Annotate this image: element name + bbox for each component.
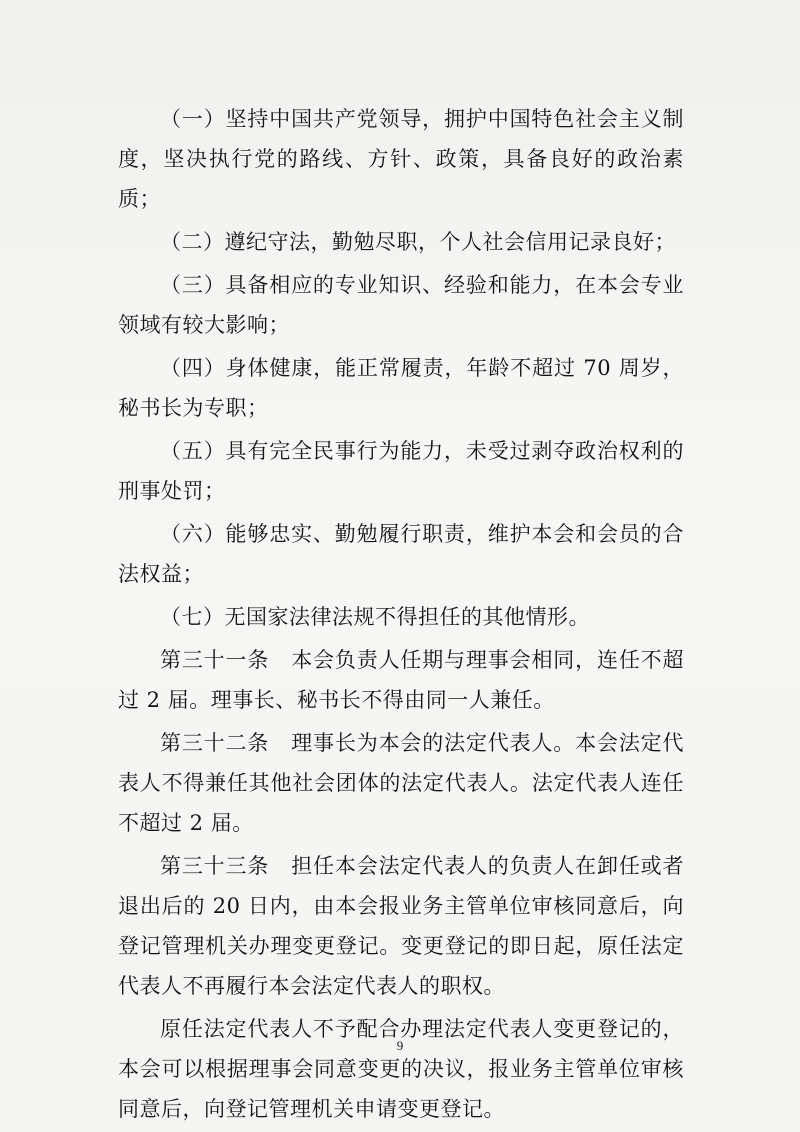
article-33 bbox=[118, 846, 684, 1006]
qualification-item-2: （二）遵纪守法，勤勉尽职，个人社会信用记录良好； bbox=[160, 230, 676, 254]
qualification-item-3: （三）具备相应的专业知识、经验和能力，在本会专业领域有较大影响； bbox=[118, 273, 684, 337]
article-32-label: 第三十二条 bbox=[160, 731, 270, 755]
qualification-item-7: （七）无国家法律法规不得担任的其他情形。 bbox=[160, 605, 590, 629]
page-number: 9 bbox=[396, 1038, 404, 1053]
qualification-item-1: （一）坚持中国共产党领导，拥护中国特色社会主义制度，坚决执行党的路线、方针、政策，具备良好的政治素质； bbox=[118, 107, 684, 211]
article-31 bbox=[118, 640, 684, 720]
article-32 bbox=[118, 723, 684, 843]
article-33-text: 担任本会法定代表人的负责人在卸任或者退出后的 20 日内，由本会报业务主管单位审核同意后，向登记管理机关办理变更登记。变更登记的即日起，原任法定代表人不再履行本会法定代表人的职权。 bbox=[118, 854, 685, 998]
article-32-text: 理事长为本会的法定代表人。本会法定代表人不得兼任其他社会团体的法定代表人。法定代表人连任不超过 2 届。 bbox=[118, 731, 685, 835]
article-31-label: 第三十一条 bbox=[160, 648, 270, 672]
closing-paragraph: 原任法定代表人不予配合办理法定代表人变更登记的，本会可以根据理事会同意变更的决议，报业务主管单位审核同意后，向登记管理机关申请变更登记。 bbox=[118, 1017, 684, 1121]
document-body bbox=[118, 99, 684, 1132]
article-31-text: 本会负责人任期与理事会相同，连任不超过 2 届。理事长、秘书长不得由同一人兼任。 bbox=[118, 648, 685, 712]
qualification-item-5: （五）具有完全民事行为能力，未受过剥夺政治权利的刑事处罚； bbox=[118, 439, 684, 503]
qualification-item-4: （四）身体健康，能正常履责，年龄不超过 70 周岁，秘书长为专职； bbox=[118, 356, 684, 420]
article-33-label: 第三十三条 bbox=[160, 854, 270, 878]
qualification-item-6: （六）能够忠实、勤勉履行职责，维护本会和会员的合法权益； bbox=[118, 522, 684, 586]
